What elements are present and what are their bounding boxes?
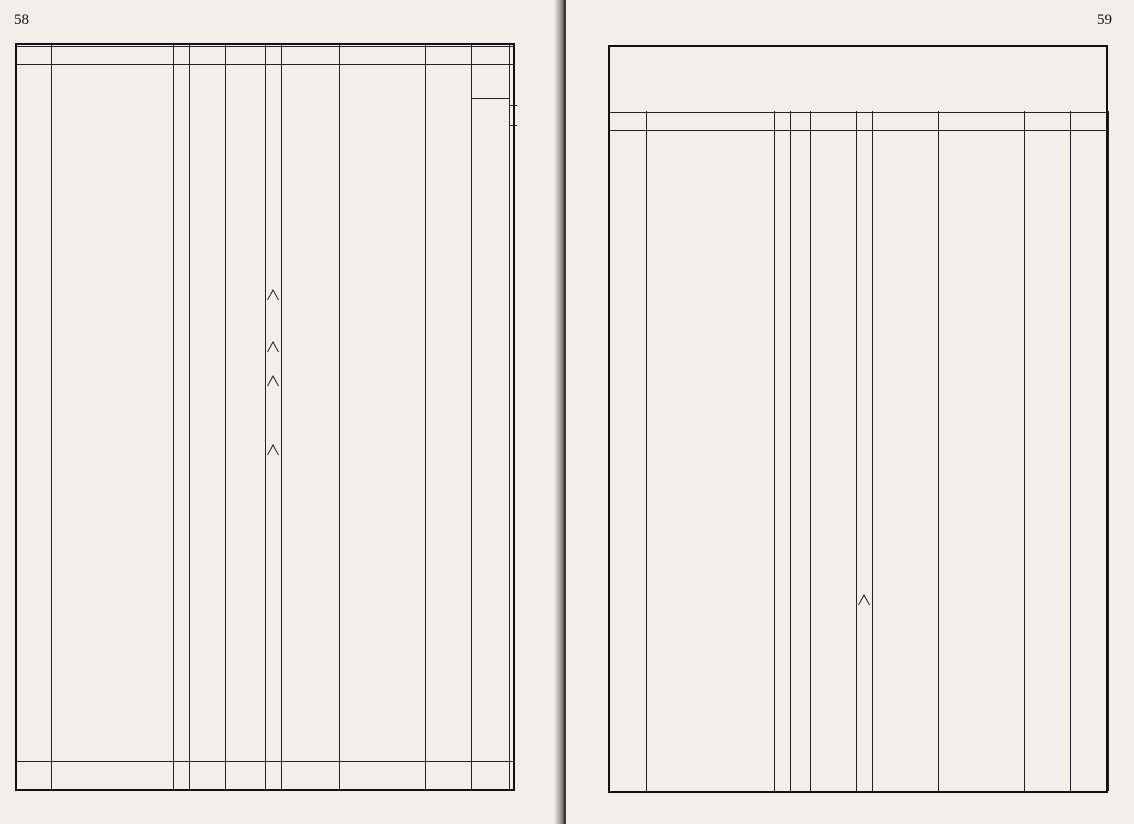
table-row: [17, 475, 513, 492]
table-row: [17, 320, 513, 337]
table-row: [610, 298, 1106, 315]
table-row: [17, 733, 513, 750]
left-page: [0, 0, 562, 824]
table-row: [610, 521, 1106, 538]
footer-rule: [17, 761, 513, 762]
page-number: 59: [1097, 12, 1112, 28]
page-number: 58: [14, 12, 29, 28]
table-row: [17, 165, 513, 182]
table-row: [610, 539, 1106, 556]
table-row: [17, 526, 513, 543]
table-row: [17, 681, 513, 698]
table-row: [610, 195, 1106, 212]
table-row: [17, 509, 513, 526]
table-row: [610, 711, 1106, 728]
table-row: [610, 384, 1106, 401]
table-row: [17, 303, 513, 320]
table-row: [17, 337, 513, 354]
table-row: [17, 698, 513, 715]
table-row: [17, 199, 513, 216]
table-row: [17, 371, 513, 388]
table-row: [17, 595, 513, 612]
table-row: [17, 354, 513, 371]
table-row: [610, 590, 1106, 607]
table-row: [17, 251, 513, 268]
table-row: [610, 418, 1106, 435]
table-row: [610, 745, 1106, 762]
table-row: [610, 625, 1106, 642]
span-rule: [509, 125, 517, 126]
table-row: [610, 367, 1106, 384]
table-row: [610, 573, 1106, 590]
table-row: [17, 79, 513, 96]
table-row: [17, 440, 513, 457]
table-row: [610, 487, 1106, 504]
table-row: [610, 642, 1106, 659]
table-row: [17, 389, 513, 406]
table-row: [610, 762, 1106, 779]
span-rule: [471, 98, 509, 99]
table-row: [610, 435, 1106, 452]
header-rule: [17, 64, 513, 65]
table-row: [610, 177, 1106, 194]
table-row: [17, 234, 513, 251]
right-timetable: [608, 45, 1108, 793]
triangle-icon: [267, 341, 279, 352]
table-row: [610, 556, 1106, 573]
table-row: [17, 406, 513, 423]
table-row: [610, 212, 1106, 229]
table-row: [17, 664, 513, 681]
table-row: [610, 160, 1106, 177]
table-row: [17, 131, 513, 148]
table-row: [610, 728, 1106, 745]
triangle-icon: [267, 375, 279, 386]
table-row: [17, 612, 513, 629]
table-row: [17, 543, 513, 560]
triangle-icon: [267, 444, 279, 455]
triangle-icon: [267, 289, 279, 300]
table-row: [610, 401, 1106, 418]
table-row: [610, 281, 1106, 298]
table-row: [17, 268, 513, 285]
column-rule: [1108, 111, 1109, 791]
header-rule: [17, 46, 513, 47]
table-row: [17, 148, 513, 165]
table-row: [610, 470, 1106, 487]
left-timetable: [15, 43, 515, 791]
span-rule: [509, 105, 517, 106]
table-row: [610, 332, 1106, 349]
triangle-icon: [858, 594, 870, 605]
table-row: [17, 96, 513, 113]
table-row: [17, 561, 513, 578]
table-row: [610, 143, 1106, 160]
header-rule: [610, 112, 1106, 113]
table-row: [610, 315, 1106, 332]
right-page: [566, 0, 1134, 824]
table-row: [610, 504, 1106, 521]
table-row: [17, 647, 513, 664]
table-row: [17, 217, 513, 234]
table-row: [610, 229, 1106, 246]
table-row: [610, 607, 1106, 624]
table-row: [610, 246, 1106, 263]
table-row: [17, 423, 513, 440]
table-row: [17, 457, 513, 474]
table-row: [610, 349, 1106, 366]
table-row: [17, 113, 513, 130]
table-row: [17, 182, 513, 199]
header-rule: [610, 130, 1106, 131]
table-row: [610, 263, 1106, 280]
table-row: [17, 715, 513, 732]
table-row: [17, 285, 513, 302]
table-row: [17, 578, 513, 595]
table-row: [610, 659, 1106, 676]
table-row: [17, 629, 513, 646]
table-row: [17, 492, 513, 509]
table-row: [610, 676, 1106, 693]
table-row: [610, 453, 1106, 470]
table-row: [610, 693, 1106, 710]
